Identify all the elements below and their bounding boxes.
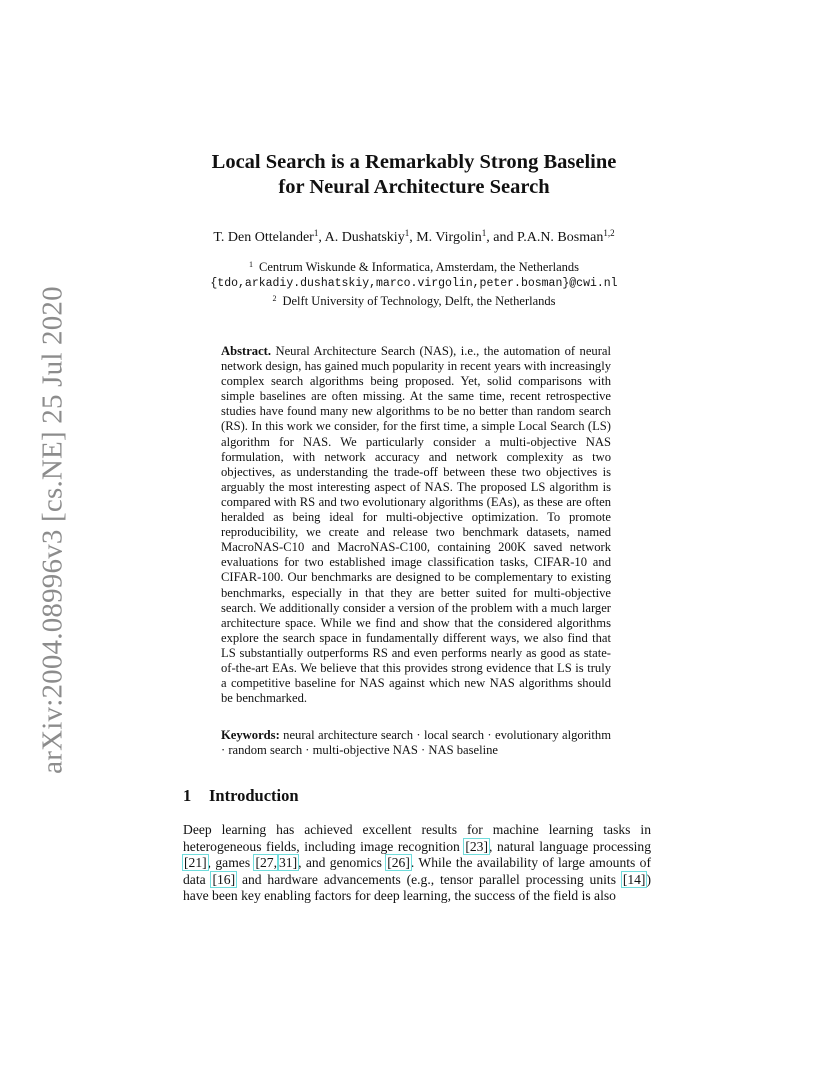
citation-link[interactable]: 31] <box>278 855 298 871</box>
paper-title <box>0 150 828 200</box>
citation-link[interactable]: [27, <box>255 855 277 871</box>
author-separator: , <box>318 230 325 245</box>
abstract-text: Neural Architecture Search (NAS), i.e., the automation of neural network design, has gained much popularity in recent years with increasingly complex search algorithms being proposed. Yet, solid comparisons with simple baselines are often missing. At the same time, recent retrospective studies have found many new algorithms to be no better than random search (RS). In this work we consider, for the first time, a simple Local Search (LS) algorithm for NAS. We particularly consider a multi-objective NAS formulation, with network accuracy and network complexity as two objectives, as understanding the trade-off between these two objectives is arguably the most interesting aspect of NAS. The proposed LS algorithm is compared with RS and two evolutionary algorithms (EAs), as these are often heralded as being ideal for multi-objective optimization. To promote reproducibility, we create and release two benchmark datasets, named MacroNAS-C10 and MacroNAS-C100, containing 200K saved network evaluations for two established image classification tasks, CIFAR-10 and CIFAR-100. Our benchmarks are designed to be complementary to existing benchmarks, especially in that they are better suited for multi-objective search. We additionally consider a version of the problem with a much larger architecture space. While we find and show that the considered algorithms explore the search space in fundamentally different ways, we also find that LS substantially outperforms RS and even performs nearly as good as state-of-the-art EAs. We believe that this provides strong evidence that LS is truly a competitive baseline for NAS against which new NAS algorithms should be benchmarked. <box>221 344 612 706</box>
body-text: , natural language processing <box>489 838 651 854</box>
citation-link[interactable]: [23] <box>465 838 488 854</box>
body-text: and hardware advancements (e.g., tensor parallel processing units <box>236 871 622 887</box>
section-heading-introduction <box>183 786 299 806</box>
author-affiliation-mark: 1 <box>313 228 319 238</box>
section-title: Introduction <box>209 786 299 805</box>
author-list <box>0 228 828 246</box>
author-affiliation-mark: 1,2 <box>603 228 615 238</box>
author-separator: , <box>409 230 417 245</box>
affiliations <box>0 257 828 310</box>
author-name: P.A.N. Bosman <box>516 230 604 245</box>
paper-title-line-2: for Neural Architecture Search <box>278 176 550 198</box>
body-text: , games <box>207 855 255 871</box>
author-separator: , and <box>486 230 517 245</box>
affiliation-mark: 2 <box>272 294 277 303</box>
body-text: ) have been key enabling factors for deep learning, the success of the field is also <box>183 871 651 904</box>
affiliation-mark: 1 <box>248 260 253 269</box>
abstract-label: Abstract. <box>221 344 272 358</box>
keywords <box>221 728 611 758</box>
author-affiliation-mark: 1 <box>481 228 487 238</box>
author-emails: {tdo,arkadiy.dushatskiy,marco.virgolin,peter.bosman}@cwi.nl <box>210 276 618 290</box>
author-name: T. Den Ottelander <box>213 230 314 245</box>
section-number: 1 <box>183 786 192 805</box>
body-text: , and genomics <box>298 855 387 871</box>
arxiv-identifier-stamp: arXiv:2004.08996v3 [cs.NE] 25 Jul 2020 <box>36 286 69 774</box>
affiliation-1 <box>0 257 828 276</box>
abstract <box>221 344 611 706</box>
body-text: . While the availability of large amounts of data <box>183 855 651 887</box>
citation-link[interactable]: [21] <box>184 855 207 871</box>
author-name: A. Dushatskiy <box>324 230 405 245</box>
paper-title-line-1: Local Search is a Remarkably Strong Baseline <box>211 151 617 173</box>
body-text: Deep learning has achieved excellent results for machine learning tasks in heterogeneous fields, including image recognition <box>183 822 651 854</box>
citation-link[interactable]: [14] <box>622 871 646 887</box>
affiliation-text: Centrum Wiskunde & Informatica, Amsterdam, the Netherlands <box>258 260 580 274</box>
keywords-text: neural architecture search · local search · evolutionary algorithm · random search · multi-objective NAS · NAS baseline <box>221 728 611 758</box>
keywords-label: Keywords: <box>221 728 280 742</box>
author-affiliation-mark: 1 <box>404 228 410 238</box>
author-name: M. Virgolin <box>416 230 482 245</box>
affiliation-text: Delft University of Technology, Delft, the Netherlands <box>282 294 556 308</box>
affiliation-2 <box>0 291 828 310</box>
citation-link[interactable]: [26] <box>387 855 410 871</box>
citation-link[interactable]: [16] <box>212 871 236 887</box>
introduction-paragraph <box>183 822 651 905</box>
